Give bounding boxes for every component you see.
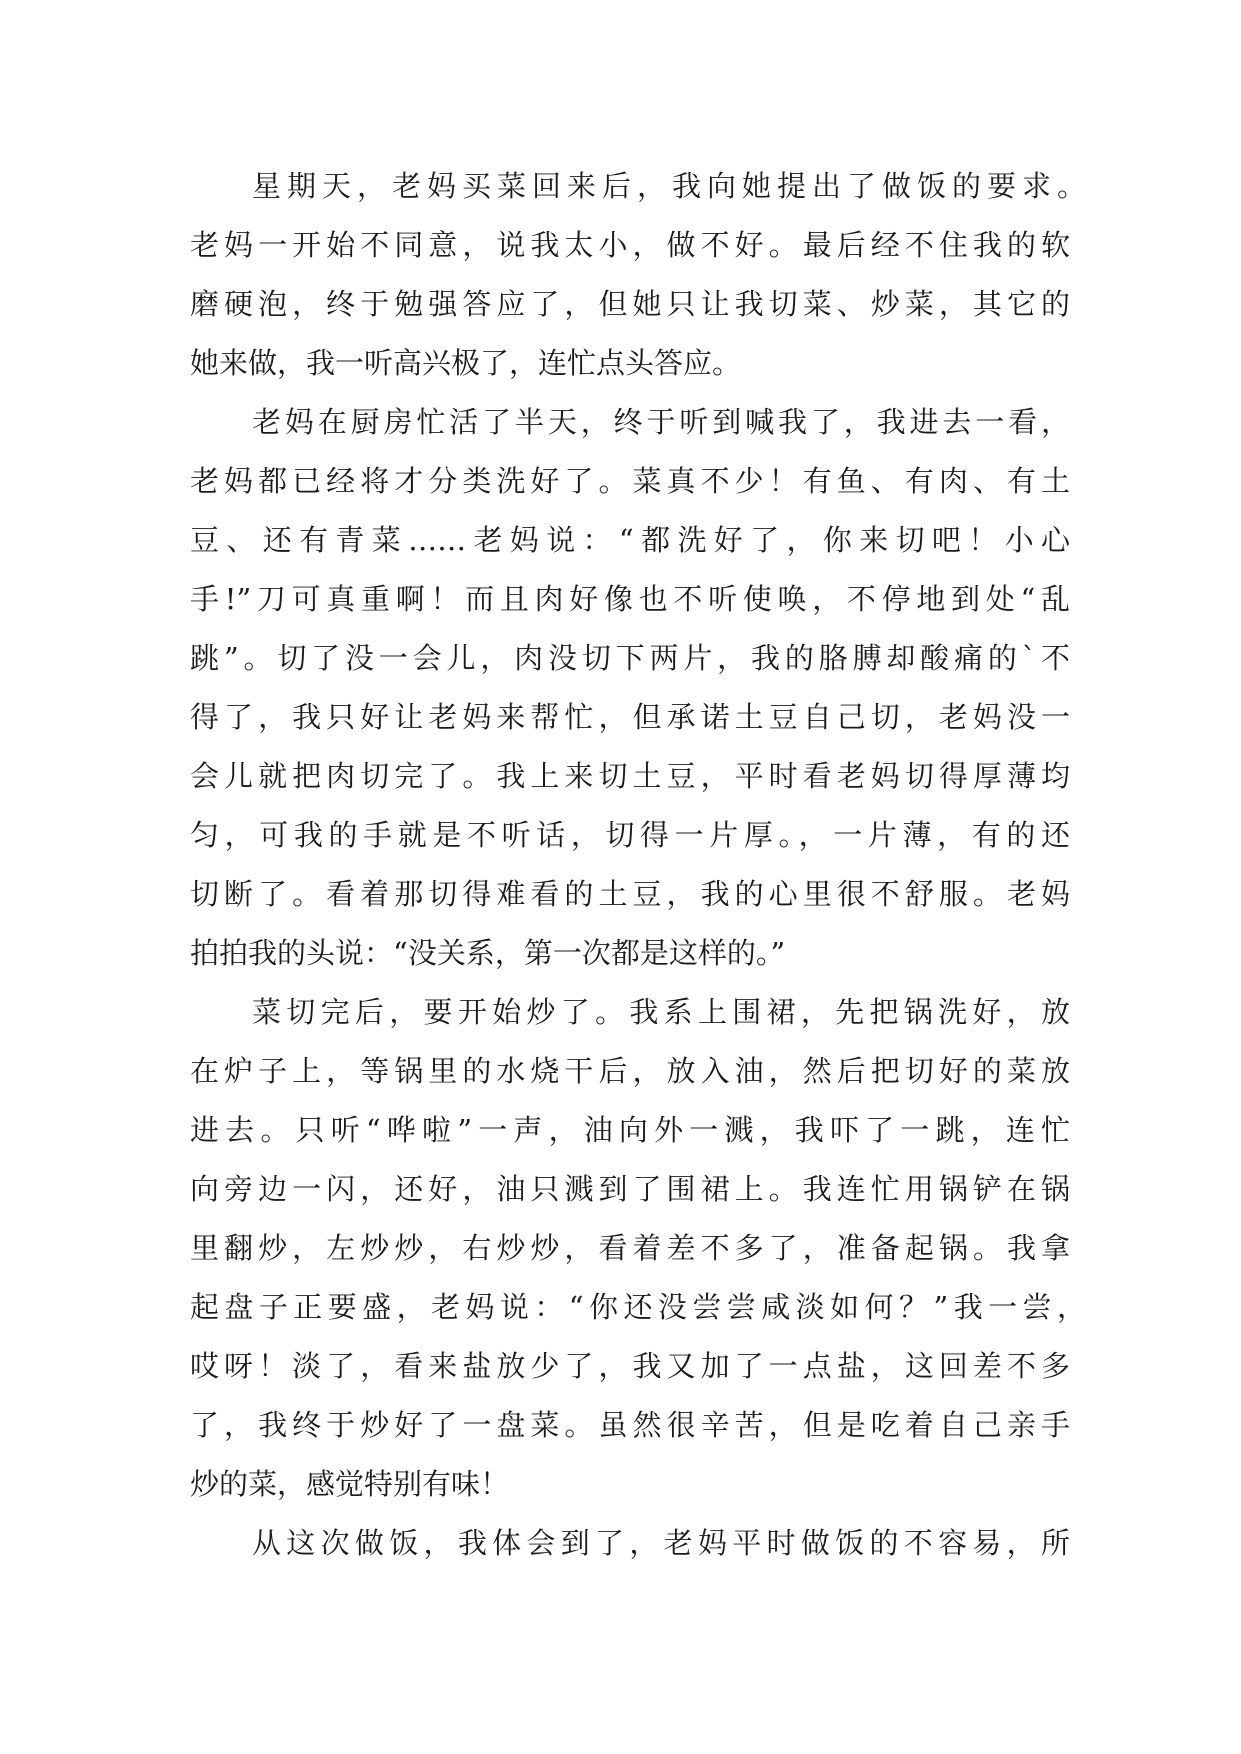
paragraph-2-line-3: 豆、还有青菜……老妈说：“都洗好了，你来切吧！小心 [190,523,1070,557]
paragraph-3-line-7: 哎呀！淡了，看来盐放少了，我又加了一点盐，这回差不多 [190,1349,1070,1383]
paragraph-2-line-6: 得了，我只好让老妈来帮忙，但承诺土豆自己切，老妈没一 [190,700,1070,734]
paragraph-3-line-1: 菜切完后，要开始炒了。我系上围裙，先把锅洗好，放 [252,995,1070,1029]
paragraph-3-line-3: 进去。只听“哗啦”一声，油向外一溅，我吓了一跳，连忙 [190,1113,1070,1147]
paragraph-2-line-9: 切断了。看着那切得难看的土豆，我的心里很不舒服。老妈 [190,877,1070,911]
paragraph-3-line-9: 炒的菜，感觉特别有味！ [190,1467,510,1501]
paragraph-1-line-1: 星期天，老妈买菜回来后，我向她提出了做饭的要求。 [252,169,1086,203]
paragraph-2-line-8: 匀，可我的手就是不听话，切得一片厚。，一片薄，有的还 [190,818,1070,852]
paragraph-3-line-5: 里翻炒，左炒炒，右炒炒，看着差不多了，准备起锅。我拿 [190,1231,1070,1265]
paragraph-2-line-7: 会儿就把肉切完了。我上来切土豆，平时看老妈切得厚薄均 [190,759,1070,793]
paragraph-2-line-2: 老妈都已经将才分类洗好了。菜真不少！有鱼、有肉、有土 [190,464,1070,498]
paragraph-1-line-2: 老妈一开始不同意，说我太小，做不好。最后经不住我的软 [190,228,1070,262]
paragraph-2-line-1: 老妈在厨房忙活了半天，终于听到喊我了，我进去一看， [252,405,1070,439]
paragraph-2-line-4: 手!”刀可真重啊！而且肉好像也不听使唤，不停地到处“乱 [190,582,1070,616]
paragraph-1-line-4: 她来做，我一听高兴极了，连忙点头答应。 [190,346,742,380]
paragraph-3-line-6: 起盘子正要盛，老妈说：“你还没尝尝咸淡如何？”我一尝， [190,1290,1086,1324]
essay-body [190,157,1086,1573]
paragraph-2-line-5: 跳”。切了没一会儿，肉没切下两片，我的胳膊却酸痛的`不 [190,641,1070,675]
paragraph-1-line-3: 磨硬泡，终于勉强答应了，但她只让我切菜、炒菜，其它的 [190,287,1070,321]
paragraph-3-line-2: 在炉子上，等锅里的水烧干后，放入油，然后把切好的菜放 [190,1054,1070,1088]
paragraph-2-line-10: 拍拍我的头说：“没关系，第一次都是这样的。” [190,936,786,970]
paragraph-3-line-8: 了，我终于炒好了一盘菜。虽然很辛苦，但是吃着自己亲手 [190,1408,1070,1442]
paragraph-4-line-1: 从这次做饭，我体会到了，老妈平时做饭的不容易，所 [252,1526,1070,1560]
paragraph-3-line-4: 向旁边一闪，还好，油只溅到了围裙上。我连忙用锅铲在锅 [190,1172,1070,1206]
